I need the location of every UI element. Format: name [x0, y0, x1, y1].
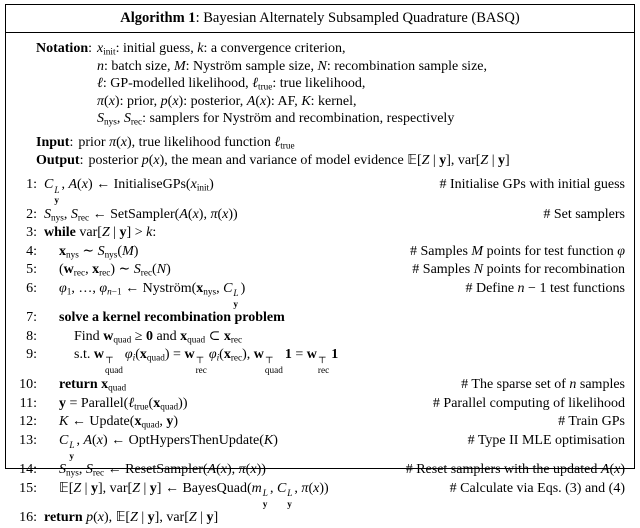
notation-label-text: Notation [36, 41, 89, 56]
line-code: $\varphi_1$, …, $\varphi_{n-1}$ ← $Nyström(x_{nys}$, C L y ) [59, 280, 246, 309]
algorithm-box [5, 4, 635, 526]
line-code: s.t. w ⊤ quad $\varphi_i(x_{quad}) = w$ ⊤ rec $\varphi_i(x_{rec})$, w ⊤ quad 1 = w ⊤ rec 1 [74, 347, 339, 376]
algorithm-lines [6, 171, 634, 528]
algorithm-line [12, 224, 625, 243]
algorithm-line [12, 480, 625, 510]
algorithm-line [12, 432, 625, 462]
io-block [36, 134, 624, 169]
algorithm-line [12, 395, 625, 414]
io-text: posterior p(x), the mean and variance of model evidence 𝔼[Z | y], var[Z | y] [88, 152, 510, 168]
io-label [36, 152, 88, 170]
io-label [36, 134, 78, 152]
notation-line: $x_{init}$: initial guess, k: a convergence criterion, [97, 41, 346, 57]
line-code: $x_{nys}$ ∼ $S_{nys}(M)$ [59, 243, 139, 260]
line-comment: # Samples M points for test function φ [409, 243, 625, 259]
io-label-text: Output [36, 152, 80, 168]
notation-separator: : [88, 41, 93, 56]
line-code: ($w_{rec}$, $x_{rec}$) ∼ $S_{rec}(N)$ [59, 262, 171, 278]
line-number: 3: [26, 225, 37, 241]
line-comment: # Type II MLE optimisation [467, 432, 625, 448]
algorithm-line [12, 509, 625, 528]
line-comment: # Reset samplers with the updated A(x) [405, 462, 625, 478]
algorithm-line [12, 261, 625, 280]
line-code: C L y , A(x) ← OptHypersThenUpdate(K) [59, 432, 278, 461]
line-code: while var[Z | y] > k: [44, 225, 157, 241]
notation-block [36, 40, 624, 128]
line-code: 𝔼[Z | y], var[Z | y] ← BayesQuad(m L y , C L y , π(x)) [59, 480, 329, 509]
line-number: 9: [26, 347, 37, 363]
io-label-text: Input [36, 134, 70, 150]
line-code: return p(x), 𝔼[Z | y], var[Z | y] [44, 510, 219, 526]
notation-line: $S_{nys}$, $S_{rec}$: samplers for Nyström and recombination, respectively [97, 111, 455, 127]
algorithm-line [12, 176, 625, 206]
io-separator: : [79, 152, 84, 168]
line-code: $y = Parallel(\ell_{true}(x_{quad}))$ [59, 395, 188, 411]
line-comment: # Train GPs [558, 414, 625, 430]
line-code: solve a kernel recombination problem [59, 310, 285, 326]
line-number: 5: [26, 262, 37, 278]
line-code: Find $w_{quad} \ge 0$ and $x_{quad}$ ⊂ $x_{rec}$ [74, 328, 243, 345]
algorithm-line [12, 461, 625, 480]
line-number: 6: [26, 280, 37, 296]
line-code: return $x_{quad}$ [59, 377, 127, 393]
line-code: K ← $Update(x_{quad}$, y) [59, 414, 179, 430]
io-line [36, 152, 624, 170]
line-number: 7: [26, 310, 37, 326]
line-comment: # Set samplers [543, 206, 625, 222]
notation-line: π(x): prior, p(x): posterior, A(x): AF, K: kernel, [97, 93, 357, 109]
line-comment: # Parallel computing of likelihood [432, 395, 625, 411]
algorithm-title [6, 5, 634, 30]
line-number: 1: [26, 177, 37, 193]
algorithm-title-text: : Bayesian Alternately Subsampled Quadrature (BASQ) [195, 10, 520, 26]
line-number: 11: [19, 395, 37, 411]
line-number: 16: [19, 510, 37, 526]
algorithm-line [12, 376, 625, 395]
line-number: 2: [26, 206, 37, 222]
notation-line: n: batch size, M: Nyström sample size, N: recombination sample size, [97, 58, 488, 74]
notation-label [36, 40, 97, 58]
algorithm-header [6, 33, 634, 171]
notation-line: ℓ: GP-modelled likelihood, ℓ$_{true}$: true likelihood, [97, 76, 366, 92]
line-number: 14: [19, 462, 37, 478]
line-number: 12: [19, 414, 37, 430]
line-comment: # Calculate via Eqs. (3) and (4) [449, 480, 625, 496]
line-code: $S_{nys}$, $S_{rec}$ ← ResetSampler(A(x), π(x)) [59, 462, 266, 478]
algorithm-line [12, 206, 625, 225]
line-comment: # Samples N points for recombination [412, 262, 625, 278]
io-line [36, 134, 624, 152]
io-text: prior π(x), true likelihood function ℓ$_{true}$ [78, 134, 295, 151]
line-number: 8: [26, 328, 37, 344]
notation-lines [97, 40, 624, 128]
line-number: 13: [19, 432, 37, 448]
line-comment: # The sparse set of n samples [461, 377, 625, 393]
algorithm-line [12, 346, 625, 376]
line-number: 4: [26, 243, 37, 259]
io-separator: : [69, 134, 74, 150]
line-comment: # Initialise GPs with initial guess [439, 177, 625, 193]
line-comment: # Define n − 1 test functions [465, 280, 625, 296]
algorithm-line [12, 243, 625, 262]
line-number: 10: [19, 377, 37, 393]
algorithm-line [12, 413, 625, 432]
algorithm-line [12, 328, 625, 347]
line-code: $S_{nys}$, $S_{rec}$ ← SetSampler(A(x), π(x)) [44, 206, 238, 223]
algorithm-title-number: Algorithm 1 [120, 10, 196, 26]
line-number: 15: [19, 480, 37, 496]
line-code: C L y , A(x) ← $InitialiseGPs(x_{init})$ [44, 177, 214, 206]
algorithm-line [12, 309, 625, 328]
algorithm-line [12, 280, 625, 310]
